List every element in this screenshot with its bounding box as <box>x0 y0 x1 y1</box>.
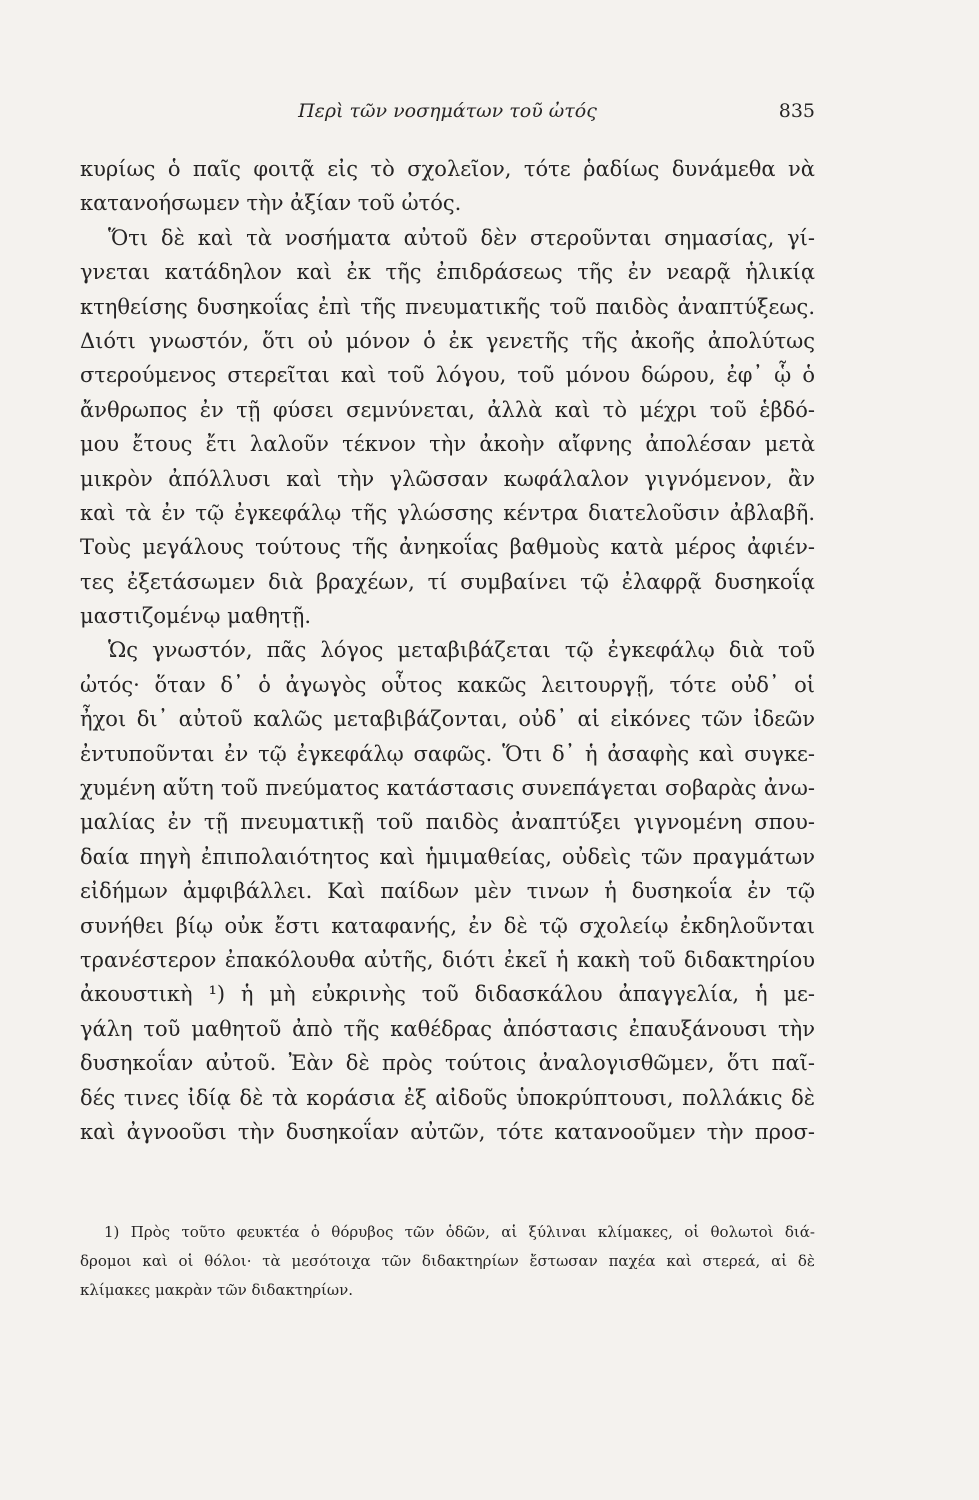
text-line: τρανέστερον ἐπακόλουθα αὐτῆς, διότι ἐκεῖ ἡ κακὴ τοῦ διδακτηρίου <box>80 947 815 972</box>
text-line: συνήθει βίῳ οὐκ ἔστι καταφανής, ἐν δὲ τῷ σχολείῳ ἐκδηλοῦνται <box>80 913 815 938</box>
footnote-line: δρομοι καὶ οἱ θόλοι· τὰ μεσότοιχα τῶν διδακτηρίων ἔστωσαν παχέα καὶ στερεά, αἱ δὲ <box>80 1252 815 1270</box>
text-line: χυμένη αὕτη τοῦ πνεύματος κατάστασις συνεπάγεται σοβαρὰς ἀνω- <box>80 776 815 801</box>
text-line: κατανοήσωμεν τὴν ἀξίαν τοῦ ὠτός. <box>80 191 462 216</box>
body-text <box>80 152 815 1149</box>
footnotes <box>80 1218 815 1305</box>
text-line: τες ἐξετάσωμεν διὰ βραχέων, τί συμβαίνει τῷ ἐλαφρᾷ δυσηκοΐᾳ <box>80 569 815 594</box>
text-line: δές τινες ἰδίᾳ δὲ τὰ κοράσια ἐξ αἰδοῦς ὑποκρύπτουσι, πολλάκις δὲ <box>80 1085 815 1110</box>
text-line: ἄνθρωπος ἐν τῇ φύσει σεμνύνεται, ἀλλὰ καὶ τὸ μέχρι τοῦ ἑβδό- <box>80 397 815 422</box>
text-line: ἐντυποῦνται ἐν τῷ ἐγκεφάλῳ σαφῶς. Ὅτι δ᾽ ἡ ἀσαφὴς καὶ συγκε- <box>80 741 815 766</box>
text-line: καὶ ἀγνοοῦσι τὴν δυσηκοΐαν αὐτῶν, τότε κατανοοῦμεν τὴν προσ- <box>80 1119 815 1144</box>
text-line: μου ἔτους ἔτι λαλοῦν τέκνον τὴν ἀκοὴν αἴφνης ἀπολέσαν μετὰ <box>80 432 815 457</box>
text-line: ὠτός· ὅταν δ᾽ ὁ ἀγωγὸς οὗτος κακῶς λειτουργῇ, τότε οὐδ᾽ οἱ <box>80 672 815 697</box>
text-line: δυσηκοΐαν αὐτοῦ. Ἐὰν δὲ πρὸς τούτοις ἀναλογισθῶμεν, ὅτι παῖ- <box>80 1051 815 1076</box>
text-line: Ὅτι δὲ καὶ τὰ νοσήματα αὐτοῦ δὲν στεροῦνται σημασίας, γί- <box>108 225 815 250</box>
text-line: καὶ τὰ ἐν τῷ ἐγκεφάλῳ τῆς γλώσσης κέντρα διατελοῦσιν ἀβλαβῆ. <box>80 500 815 525</box>
text-line: Τοὺς μεγάλους τούτους τῆς ἀνηκοΐας βαθμοὺς κατὰ μέρος ἀφιέν- <box>80 535 815 560</box>
footnote-line: 1) Πρὸς τοῦτο φευκτέα ὁ θόρυβος τῶν ὁδῶν, αἱ ξύλιναι κλίμακες, οἱ θολωτοὶ διά- <box>104 1223 815 1241</box>
text-line: ἀκουστικὴ ¹) ἡ μὴ εὐκρινὴς τοῦ διδασκάλου ἀπαγγελία, ἡ με- <box>80 982 815 1007</box>
text-line: μαλίας ἐν τῇ πνευματικῇ τοῦ παιδὸς ἀναπτύξει γιγνομένη σπου- <box>80 810 815 835</box>
text-line: εἰδήμων ἀμφιβάλλει. Καὶ παίδων μὲν τινων ἡ δυσηκοΐα ἐν τῷ <box>80 879 815 904</box>
page-header <box>80 96 815 128</box>
text-line: στερούμενος στερεῖται καὶ τοῦ λόγου, τοῦ μόνου δώρου, ἐφ᾽ ᾧ ὁ <box>80 363 815 388</box>
text-line: ἦχοι δι᾽ αὐτοῦ καλῶς μεταβιβάζονται, οὐδ᾽ αἱ εἰκόνες τῶν ἰδεῶν <box>80 707 815 732</box>
text-line: γάλη τοῦ μαθητοῦ ἀπὸ τῆς καθέδρας ἀπόστασις ἐπαυξάνουσι τὴν <box>80 1016 815 1041</box>
text-line: γνεται κατάδηλον καὶ ἐκ τῆς ἐπιδράσεως τῆς ἐν νεαρᾷ ἡλικίᾳ <box>80 260 815 285</box>
text-line: κτηθείσης δυσηκοΐας ἐπὶ τῆς πνευματικῆς τοῦ παιδὸς ἀναπτύξεως. <box>80 294 815 319</box>
text-line: κυρίως ὁ παῖς φοιτᾷ εἰς τὸ σχολεῖον, τότε ῥαδίως δυνάμεθα νὰ <box>80 157 815 181</box>
text-line: Διότι γνωστόν, ὅτι οὐ μόνον ὁ ἐκ γενετῆς τῆς ἀκοῆς ἀπολύτως <box>80 328 815 353</box>
text-line: Ὡς γνωστόν, πᾶς λόγος μεταβιβάζεται τῷ ἐγκεφάλῳ διὰ τοῦ <box>108 638 815 663</box>
text-line: μαστιζομένῳ μαθητῇ. <box>80 604 312 629</box>
footnote-line: κλίμακες μακρὰν τῶν διδακτηρίων. <box>80 1281 354 1299</box>
text-line: δαία πηγὴ ἐπιπολαιότητος καὶ ἡμιμαθείας, οὐδεὶς τῶν πραγμάτων <box>80 844 815 869</box>
running-title: Περὶ τῶν νοσημάτων τοῦ ὠτός <box>298 100 597 122</box>
text-line: μικρὸν ἀπόλλυσι καὶ τὴν γλῶσσαν κωφάλαλον γιγνόμενον, ἂν <box>80 466 815 491</box>
page-number: 835 <box>778 100 815 122</box>
